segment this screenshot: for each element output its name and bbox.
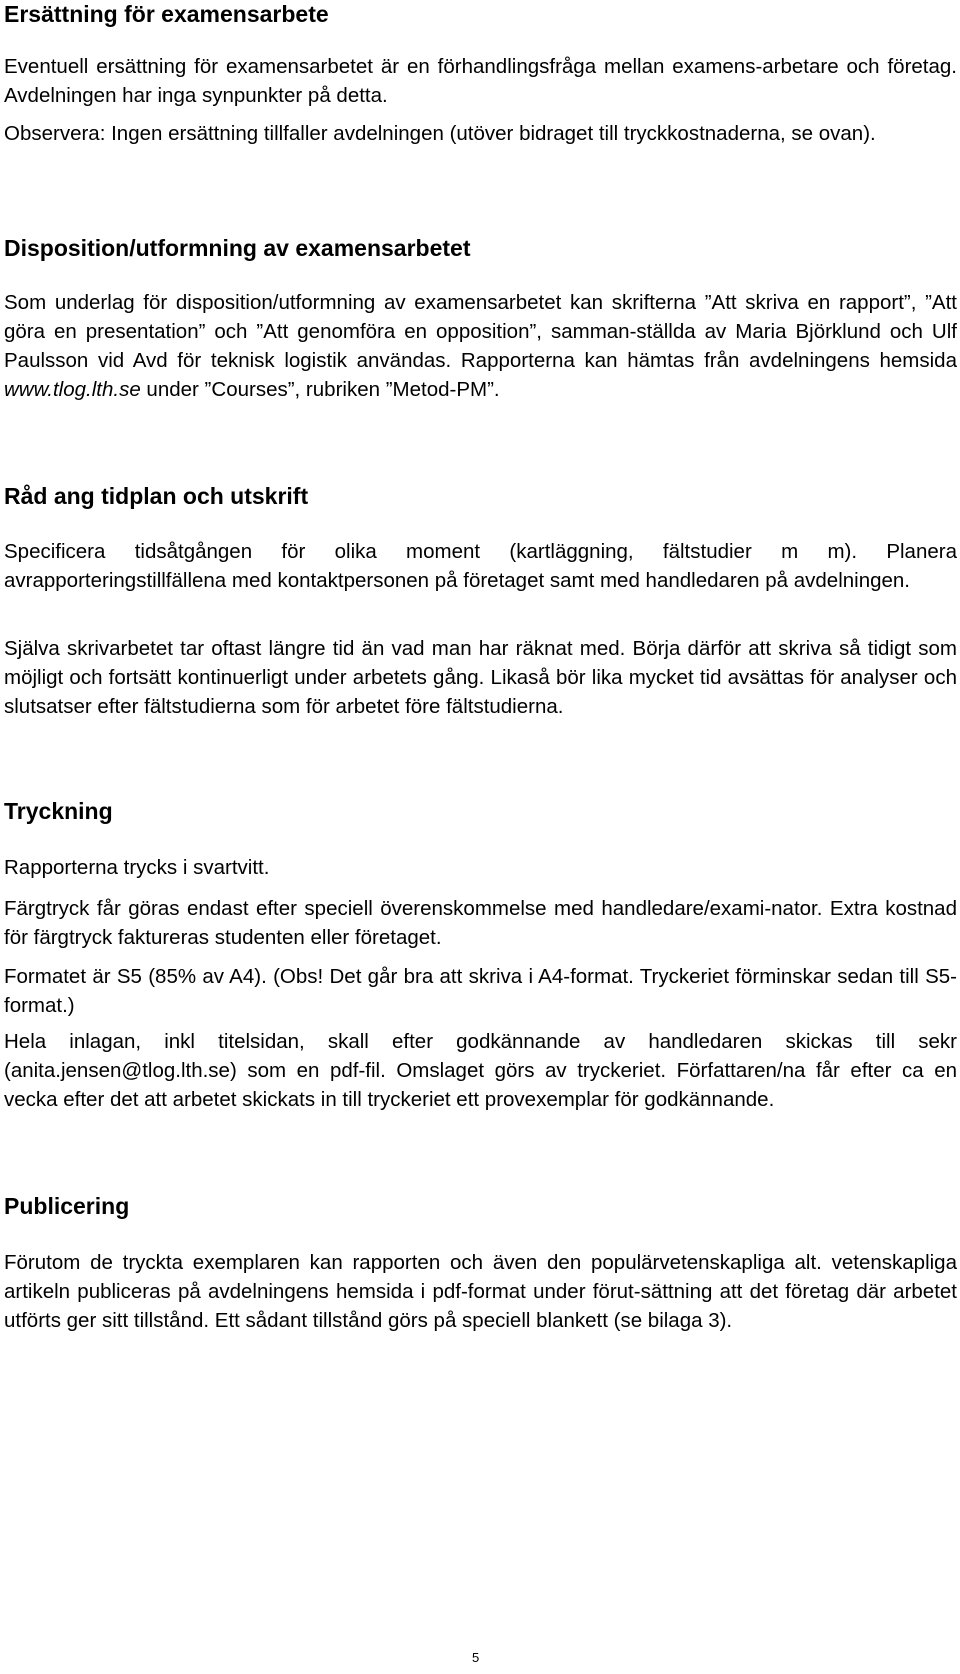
page-number: 5 bbox=[472, 1650, 480, 1665]
paragraph-text-part: Som underlag för disposition/utformning av examensarbetet kan skrifterna ”Att skriva en rapport”, ”Att göra en presentation” och ”Att genomföra en opposition”, samman-ställda av Maria Björklund och Ulf Paulsson vid Avd för teknisk logistik användas. Rapporterna kan hämtas från avdelningens hemsida bbox=[4, 291, 957, 372]
section-tryckning bbox=[4, 797, 957, 825]
paragraph bbox=[4, 634, 957, 721]
website-link: www.tlog.lth.se bbox=[4, 378, 141, 401]
paragraph-text: Eventuell ersättning för examensarbetet är en förhandlingsfråga mellan examens-arbetare och företag. Avdelningen har inga synpunkter på detta. bbox=[4, 55, 957, 107]
paragraph bbox=[4, 1248, 957, 1335]
paragraph bbox=[4, 1027, 957, 1114]
paragraph-text: Färgtryck får göras endast efter speciell överenskommelse med handledare/exami-nator. Extra kostnad för färgtryck faktureras studenten eller företaget. bbox=[4, 897, 957, 949]
paragraph bbox=[4, 853, 957, 882]
paragraph-text: Förutom de tryckta exemplaren kan rapporten och även den populärvetenskapliga alt. vetenskapliga artikeln publiceras på avdelningens hemsida i pdf-format under förut-sättning att det företag där arbetet utförts ger sitt tillstånd. Ett sådant tillstånd görs på speciell blankett (se bilaga 3). bbox=[4, 1251, 957, 1332]
section-heading: Publicering bbox=[4, 1193, 130, 1219]
paragraph-text: Formatet är S5 (85% av A4). (Obs! Det går bra att skriva i A4-format. Tryckeriet förminskar sedan till S5-format.) bbox=[4, 965, 957, 1017]
paragraph bbox=[4, 537, 957, 595]
paragraph-text bbox=[4, 288, 957, 404]
paragraph-text: Själva skrivarbetet tar oftast längre tid än vad man har räknat med. Börja därför att skriva så tidigt som möjligt och fortsätt kontinuerligt under arbetets gång. Likaså bör lika mycket tid avsättas för analyser och slutsatser efter fältstudierna som för arbetet före fältstudierna. bbox=[4, 637, 957, 718]
section-heading: Råd ang tidplan och utskrift bbox=[4, 483, 309, 509]
section-heading: Ersättning för examensarbete bbox=[4, 1, 329, 27]
section-disposition bbox=[4, 234, 957, 262]
paragraph-text: Observera: Ingen ersättning tillfaller avdelningen (utöver bidraget till tryckkostnaderna, se ovan). bbox=[4, 122, 876, 145]
paragraph bbox=[4, 119, 957, 148]
paragraph bbox=[4, 894, 957, 952]
section-ersattning bbox=[4, 0, 957, 28]
section-publicering bbox=[4, 1192, 957, 1220]
section-heading: Tryckning bbox=[4, 798, 113, 824]
paragraph bbox=[4, 962, 957, 1020]
paragraph-text: Rapporterna trycks i svartvitt. bbox=[4, 856, 270, 879]
paragraph-text: Hela inlagan, inkl titelsidan, skall efter godkännande av handledaren skickas till sekr (anita.jensen@tlog.lth.se) som en pdf-fil. Omslaget görs av tryckeriet. Författaren/na får efter ca en vecka efter det att arbetet skickats in till tryckeriet ett provexemplar för godkännande. bbox=[4, 1030, 957, 1111]
paragraph bbox=[4, 288, 957, 404]
paragraph bbox=[4, 52, 957, 110]
section-rad bbox=[4, 482, 957, 510]
section-heading: Disposition/utformning av examensarbetet bbox=[4, 235, 471, 261]
paragraph-text-part: under ”Courses”, rubriken ”Metod-PM”. bbox=[140, 378, 500, 401]
paragraph-text: Specificera tidsåtgången för olika moment (kartläggning, fältstudier m m). Planera avrapporteringstillfällena med kontaktpersonen på företaget samt med handledaren på avdelningen. bbox=[4, 540, 957, 592]
